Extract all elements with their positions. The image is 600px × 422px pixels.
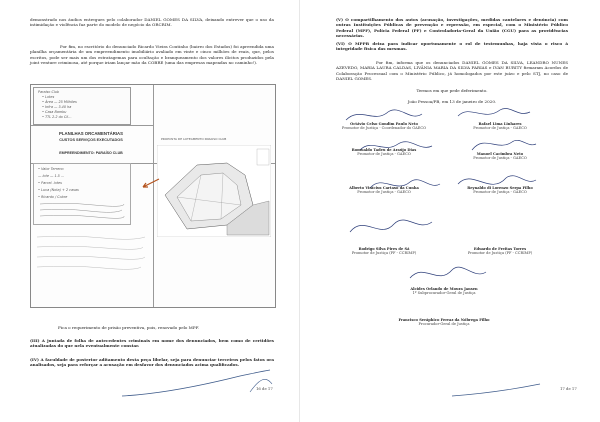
handwriting-lines: [33, 229, 151, 305]
evidence-figure: [30, 84, 276, 308]
paragraph-item-v: (V) O compartilhamento dos autos (acusação, investigações, medidas cautelares e denúncia) com outras Instituições Públicas de prevenção e repressão, em especial, com o Ministério Público Federal (MPF), Polícia Federal (PF) e Controladoria-Geral da União (CGU) para as providências necessárias.: [336, 17, 568, 39]
signer-6: Reynaldo di Lorenzo Serpa Filho Promotor de Justiça - GAECO: [467, 186, 533, 195]
paragraph-audio: demonstrado nos áudios entregues pelo colaborador DANIEL GOMES DA SILVA, deixando entrever que o uso da intimidação e violência faz parte do modelo de negócio da ORCRIM.: [30, 17, 274, 28]
plan-title: PROPOSTA DE LOTEAMENTO PARAISO CLUB: [161, 137, 227, 141]
signature-flourish-right: [450, 378, 560, 400]
signer-5: Alberto Vinícius Cartaxo da Cunha Promotor de Justiça - GAECO: [349, 186, 419, 195]
paragraph-item-iii: (III) A juntada de folha de antecedentes criminais em nome dos denunciados, bem como de certidões atualizadas do que nela eventualmente constar.: [30, 338, 274, 349]
signer-3: Romualdo Tadeu de Araújo Dias Promotor de Justiça - GAECO: [351, 148, 417, 157]
date-line: João Pessoa/PB, em 13 de janeiro de 2020.: [407, 99, 497, 104]
signer-1: Octávio Celso Gondim Paulo Neto Promotor de Justiça - Coordenador do GAECO: [341, 122, 427, 131]
page-number-left: 16 de 17: [256, 386, 273, 391]
signer-9: Alcides Orlando de Moura Jansen 1º Subprocurador-Geral de Justiça: [410, 287, 478, 296]
signer-4: Manoel Cacimbra Neto Promotor de Justiça - GAECO: [473, 152, 527, 161]
handwritten-note-top: Paraíso Club • Lotes • Área — 25 Milhões • Infra — 3.40 ha • Casa Bambu • TTL 2.2 do Cli…: [33, 87, 131, 125]
signer-8: Eduardo de Freitas Torres Promotor de Justiça (PF - CCRIMP): [467, 247, 533, 256]
site-plan-drawing: [157, 145, 271, 237]
document-page-17: [300, 0, 600, 422]
figure-caption-title: PLANILHAS ORCAMENTÁRIAS: [59, 131, 123, 136]
signer-7: Rodrigo Silva Pires de Sá Promotor de Justiça (PF - CCRIMP): [351, 247, 417, 256]
page-number-right: 17 de 17: [560, 386, 577, 391]
scribble-lines: [34, 164, 130, 224]
signer-2: Rafael Lima Linhares Promotor de Justiça - GAECO: [473, 122, 527, 131]
signer-10: Francisco Seráphico Ferraz da Nóbrega Filho Procurador-Geral de Justiça: [398, 318, 490, 327]
signature-flourish-left: [120, 366, 280, 400]
figure-caption-project: EMPREENDIMENTO: PARAÍSO CLUB: [59, 151, 123, 155]
figure-divider: [153, 85, 154, 307]
paragraph-preventive: Fica o requerimento de prisão preventiva, pois, renovado pelo MPF.: [58, 325, 200, 330]
paragraph-item-vi: (VI) O MPPB deixa para indicar oportunamente o rol de testemunhas, haja vista o risco à integridade física das mesmas.: [336, 41, 568, 52]
paragraph-item-iv: (IV) A faculdade de posterior aditamento desta peça libelar, seja para denunciar terceiros pelos fatos ora analisados, seja para reforçar a acusação em desfavor dos denunciados acima qualificados.: [30, 357, 274, 368]
figure-caption-subtitle: CUSTOS SERVIÇOS EXECUTADOS: [59, 138, 123, 142]
paragraph-collaboration: Por fim, informa que os denunciados DANIEL GOMES DA SILVA, LEANDRO NUNES AZEVEDO, MARIA LAURA CALDAS, LIVÂNIA MARIA DA SILVA FARIAS e IVAN BURITY firmaram Acordos de Colaboração Processual com o Ministério Público, já homologados por este juízo e pelo STJ, no caso de DANIEL GOMES.: [336, 60, 568, 82]
arrow-marker-icon: [139, 177, 161, 191]
paragraph-spreadsheet: Por fim, no escritório do denunciado Ricardo Vieira Coutinho (bairro dos Estados) foi apreendida uma planilha orçamentária de um empreendimento imobiliário avaliado em vinte e cinco milhões de reais, que, pelos escritos, pode ser mais um dos estratagemas para ocultação e branqueamento dos valores ilícitos produzidos pela joint venture criminosa, até porque iriam lançar mão da COBRE (uma das empresas mapeadas no caminho!).: [30, 44, 274, 66]
handwritten-note-bottom: • Valor Terreno — lote — 1.5 … • Parcel. lotes • Luva (Nota) + 2 casas • Ricardo / Cobre: [33, 163, 131, 225]
closing-request: Termos em que pede deferimento.: [416, 88, 488, 93]
